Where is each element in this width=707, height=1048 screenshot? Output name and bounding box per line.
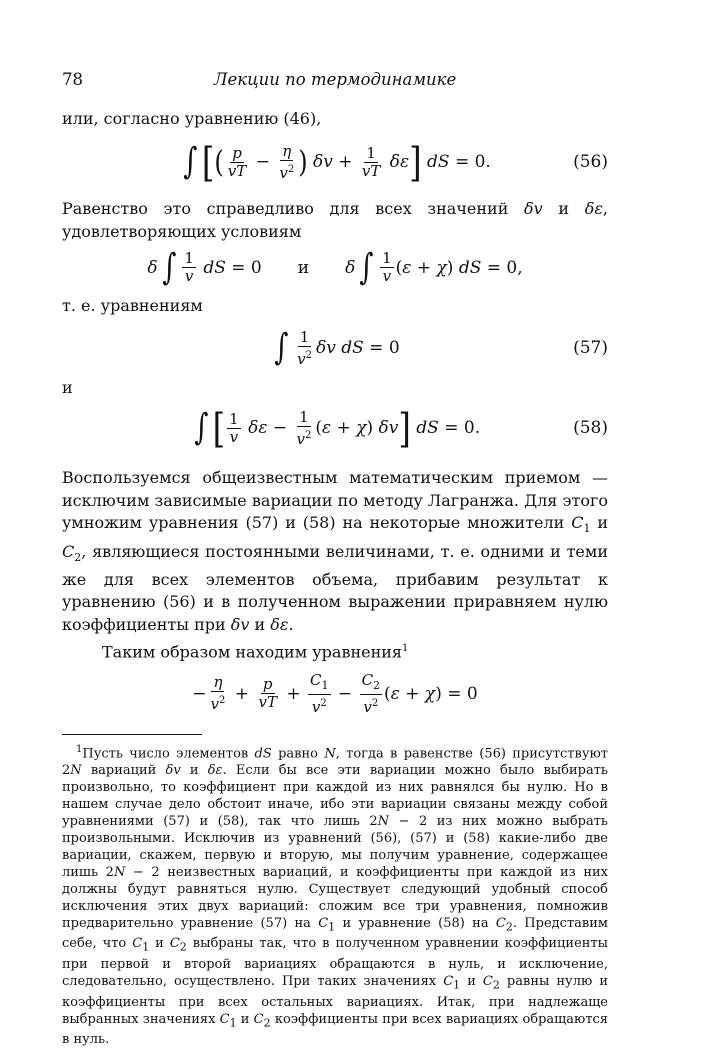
lagrange-equation: − $\frac{\eta}{v^2}$ + $\frac{p}{vT}$ + $\frac{C_1}{v^2}$ − $\frac{C_2}{v^2}$ (ε + χ) = 0 [192,670,478,716]
equation-56: ∫ [ ( $\frac{p}{vT}$ − $\frac{\eta}{v^2}$ ) δv + $\frac{1}{vT}$ δε ] dS = 0. (56) [183,138,608,187]
equation-57: ∫ $\frac{1}{v^2}$ δv dS = 0 (57) [274,327,608,369]
paragraph-6: Таким образом находим уравнения$^1$ [102,642,409,662]
running-title: Лекции по термодинамике [213,70,457,89]
paragraph-5: Воспользуемся общеизвестным математическим приемом — исключим зависимые вариации по методу Лагранжа. Для этого умножим уравнения (57) и (58) на некоторые множители $C_1$ и $C_2$, являющиеся постоянными величинами, т. е. одними и теми же для всех элементов объема, прибавим результат к уравнению (56) и в полученном выражении приравняем нулю коэффициенты при δv и δε. [62,468,609,634]
equation-56-number: (56) [573,152,608,173]
constraint-equations: δ ∫ $\frac{1}{v}$ dS = 0 и δ ∫ $\frac{1}{v}$ (ε + χ) dS = 0, [147,246,523,288]
page-header [62,70,608,94]
paragraph-2: Равенство это справедливо для всех значений δv и δε, удовлетворяющих условиям [62,199,608,241]
footnote: $^1$Пусть число элементов dS равно N, тогда в равенстве (56) присутствуют 2N вариаций δv и δε. Если бы все эти вариации можно было выбирать произвольно, то коэффициент при каждой из них равнялся бы нулю. Но в нашем случае дело обстоит иначе, ибо эти вариации связаны между собой уравнениями (57) и (58), так что лишь 2N − 2 из них можно выбрать произвольными. Исключив из уравнений (56), (57) и (58) какие-либо две вариации, скажем, первую и вторую, мы получим уравнение, содержащее лишь 2N − 2 неизвестных вариаций, и коэффициенты при каждой из них должны будут равняться нулю. Существует следующий удобный способ исключения этих двух вариаций: сложим все три уравнения, помножив предварительно уравнение (57) на $C_1$ и уравнение (58) на $C_2$. Представим себе, что $C_1$ и $C_2$ выбраны так, что в полученном уравнении коэффициенты при первой и второй вариациях обращаются в нуль, и исключение, следовательно, осуществлено. При таких значениях $C_1$ и $C_2$ равны нулю и коэффициенты при всех остальных вариациях. Итак, при надлежаще выбранных значениях $C_1$ и $C_2$ коэффициенты при всех вариациях обращаются в нуль. [62,743,609,1048]
page-number: 78 [62,70,83,89]
paragraph-1: или, согласно уравнению (46), [62,109,322,128]
paragraph-3: т. е. уравнениям [62,295,203,315]
equation-57-number: (57) [573,338,608,359]
and-word: и [297,257,310,278]
page [62,70,608,1048]
equation-58: ∫ [ $\frac{1}{v}$ δε − $\frac{1}{v^2}$ (ε + χ) δv ] dS = 0. (58) [194,404,608,453]
paragraph-4: и [62,378,73,398]
equation-58-number: (58) [573,418,608,439]
footnote-separator [62,734,202,735]
footnote-marker: 1 [76,743,83,755]
